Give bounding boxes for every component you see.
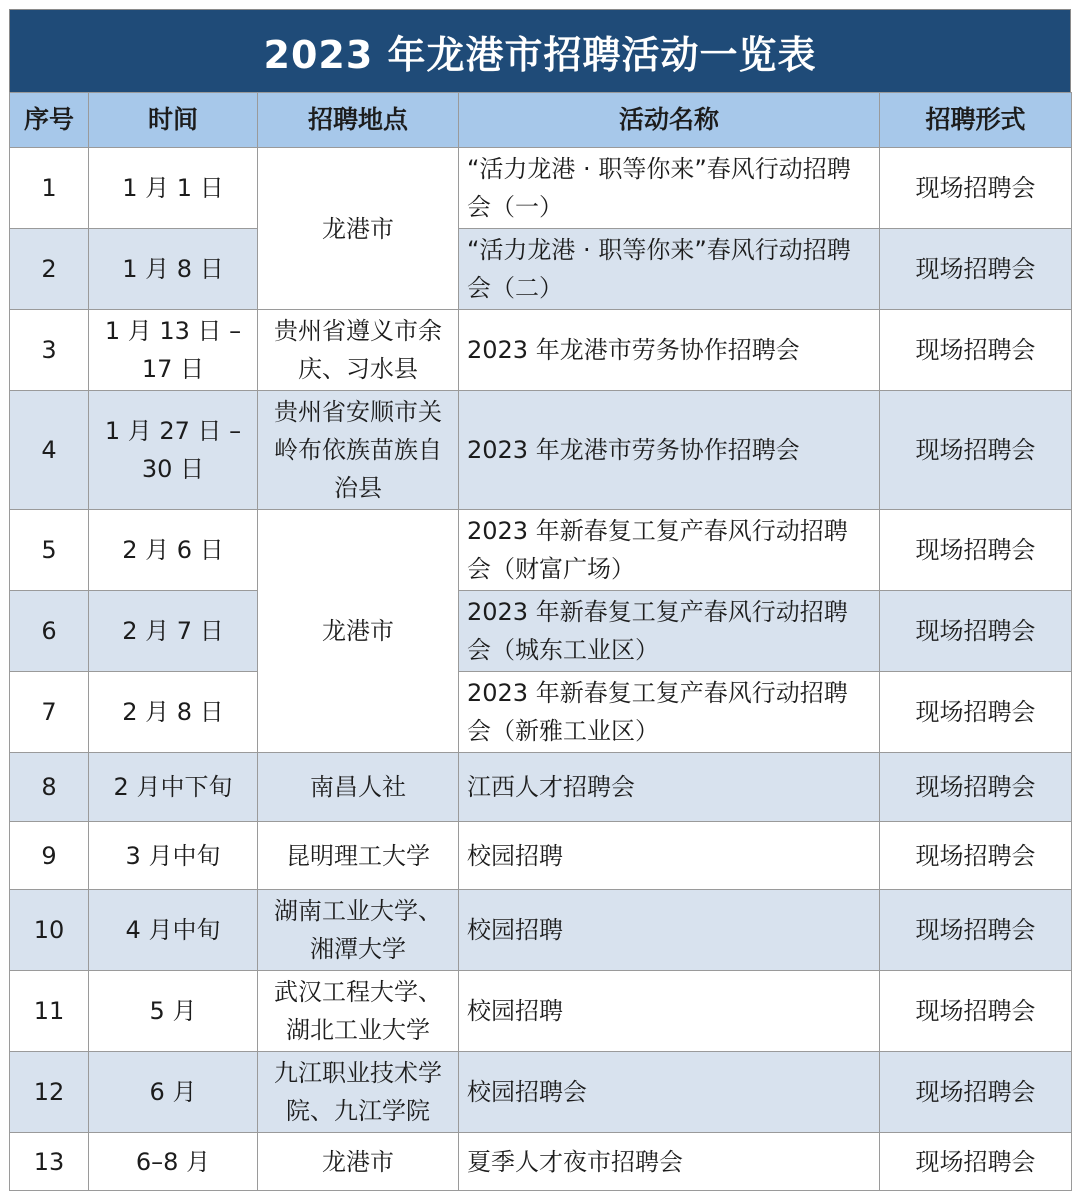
recruitment-table-container: [9, 9, 1071, 1191]
cell-place: 贵州省安顺市关岭布依族苗族自治县: [258, 391, 459, 510]
cell-no: 11: [10, 971, 89, 1052]
cell-no: 13: [10, 1133, 89, 1191]
cell-name: 校园招聘: [459, 822, 880, 890]
cell-date: 1 月 27 日 –30 日: [89, 391, 258, 510]
cell-place: 龙港市: [258, 510, 459, 753]
cell-no: 6: [10, 591, 89, 672]
cell-date: 1 月 1 日: [89, 148, 258, 229]
recruitment-table: [9, 92, 1072, 1191]
cell-form: 现场招聘会: [880, 591, 1072, 672]
cell-name: 校园招聘会: [459, 1052, 880, 1133]
cell-date: 5 月: [89, 971, 258, 1052]
cell-name: 2023 年新春复工复产春风行动招聘会（新雅工业区）: [459, 672, 880, 753]
table-row: [10, 971, 1072, 1052]
cell-form: 现场招聘会: [880, 1052, 1072, 1133]
cell-form: 现场招聘会: [880, 148, 1072, 229]
cell-name: 夏季人才夜市招聘会: [459, 1133, 880, 1191]
cell-form: 现场招聘会: [880, 310, 1072, 391]
table-row: [10, 310, 1072, 391]
table-row: [10, 391, 1072, 510]
header-date: 时间: [89, 93, 258, 148]
cell-place: 武汉工程大学、湖北工业大学: [258, 971, 459, 1052]
cell-form: 现场招聘会: [880, 1133, 1072, 1191]
table-row: [10, 148, 1072, 229]
cell-date: 4 月中旬: [89, 890, 258, 971]
cell-date: 2 月 8 日: [89, 672, 258, 753]
header-form: 招聘形式: [880, 93, 1072, 148]
cell-no: 7: [10, 672, 89, 753]
table-row: [10, 890, 1072, 971]
cell-date: 2 月 6 日: [89, 510, 258, 591]
cell-name: 2023 年新春复工复产春风行动招聘会（城东工业区）: [459, 591, 880, 672]
table-row: [10, 1052, 1072, 1133]
table-row: [10, 510, 1072, 591]
cell-form: 现场招聘会: [880, 753, 1072, 822]
table-row: [10, 822, 1072, 890]
cell-name: “活力龙港 · 职等你来”春风行动招聘会（一）: [459, 148, 880, 229]
cell-no: 8: [10, 753, 89, 822]
cell-no: 9: [10, 822, 89, 890]
table-title: 2023 年龙港市招聘活动一览表: [9, 9, 1071, 92]
cell-form: 现场招聘会: [880, 890, 1072, 971]
table-row: [10, 229, 1072, 310]
cell-no: 10: [10, 890, 89, 971]
cell-date: 1 月 13 日 –17 日: [89, 310, 258, 391]
cell-date: 1 月 8 日: [89, 229, 258, 310]
cell-no: 3: [10, 310, 89, 391]
table-row: [10, 591, 1072, 672]
cell-place: 龙港市: [258, 148, 459, 310]
cell-name: 校园招聘: [459, 971, 880, 1052]
cell-name: 2023 年龙港市劳务协作招聘会: [459, 310, 880, 391]
cell-place: 南昌人社: [258, 753, 459, 822]
header-no: 序号: [10, 93, 89, 148]
cell-no: 12: [10, 1052, 89, 1133]
cell-name: 2023 年龙港市劳务协作招聘会: [459, 391, 880, 510]
cell-place: 九江职业技术学院、九江学院: [258, 1052, 459, 1133]
cell-date: 3 月中旬: [89, 822, 258, 890]
cell-no: 5: [10, 510, 89, 591]
cell-no: 4: [10, 391, 89, 510]
cell-name: 校园招聘: [459, 890, 880, 971]
cell-place: 贵州省遵义市余庆、习水县: [258, 310, 459, 391]
table-row: [10, 753, 1072, 822]
cell-date: 2 月 7 日: [89, 591, 258, 672]
cell-no: 1: [10, 148, 89, 229]
header-place: 招聘地点: [258, 93, 459, 148]
header-name: 活动名称: [459, 93, 880, 148]
cell-form: 现场招聘会: [880, 510, 1072, 591]
table-row: [10, 1133, 1072, 1191]
cell-place: 龙港市: [258, 1133, 459, 1191]
header-row: [10, 93, 1072, 148]
cell-form: 现场招聘会: [880, 971, 1072, 1052]
cell-no: 2: [10, 229, 89, 310]
cell-date: 2 月中下旬: [89, 753, 258, 822]
cell-place: 昆明理工大学: [258, 822, 459, 890]
cell-form: 现场招聘会: [880, 229, 1072, 310]
cell-name: 江西人才招聘会: [459, 753, 880, 822]
table-row: [10, 672, 1072, 753]
cell-form: 现场招聘会: [880, 672, 1072, 753]
cell-date: 6–8 月: [89, 1133, 258, 1191]
cell-name: 2023 年新春复工复产春风行动招聘会（财富广场）: [459, 510, 880, 591]
cell-place: 湖南工业大学、湘潭大学: [258, 890, 459, 971]
cell-form: 现场招聘会: [880, 391, 1072, 510]
cell-name: “活力龙港 · 职等你来”春风行动招聘会（二）: [459, 229, 880, 310]
cell-form: 现场招聘会: [880, 822, 1072, 890]
cell-date: 6 月: [89, 1052, 258, 1133]
